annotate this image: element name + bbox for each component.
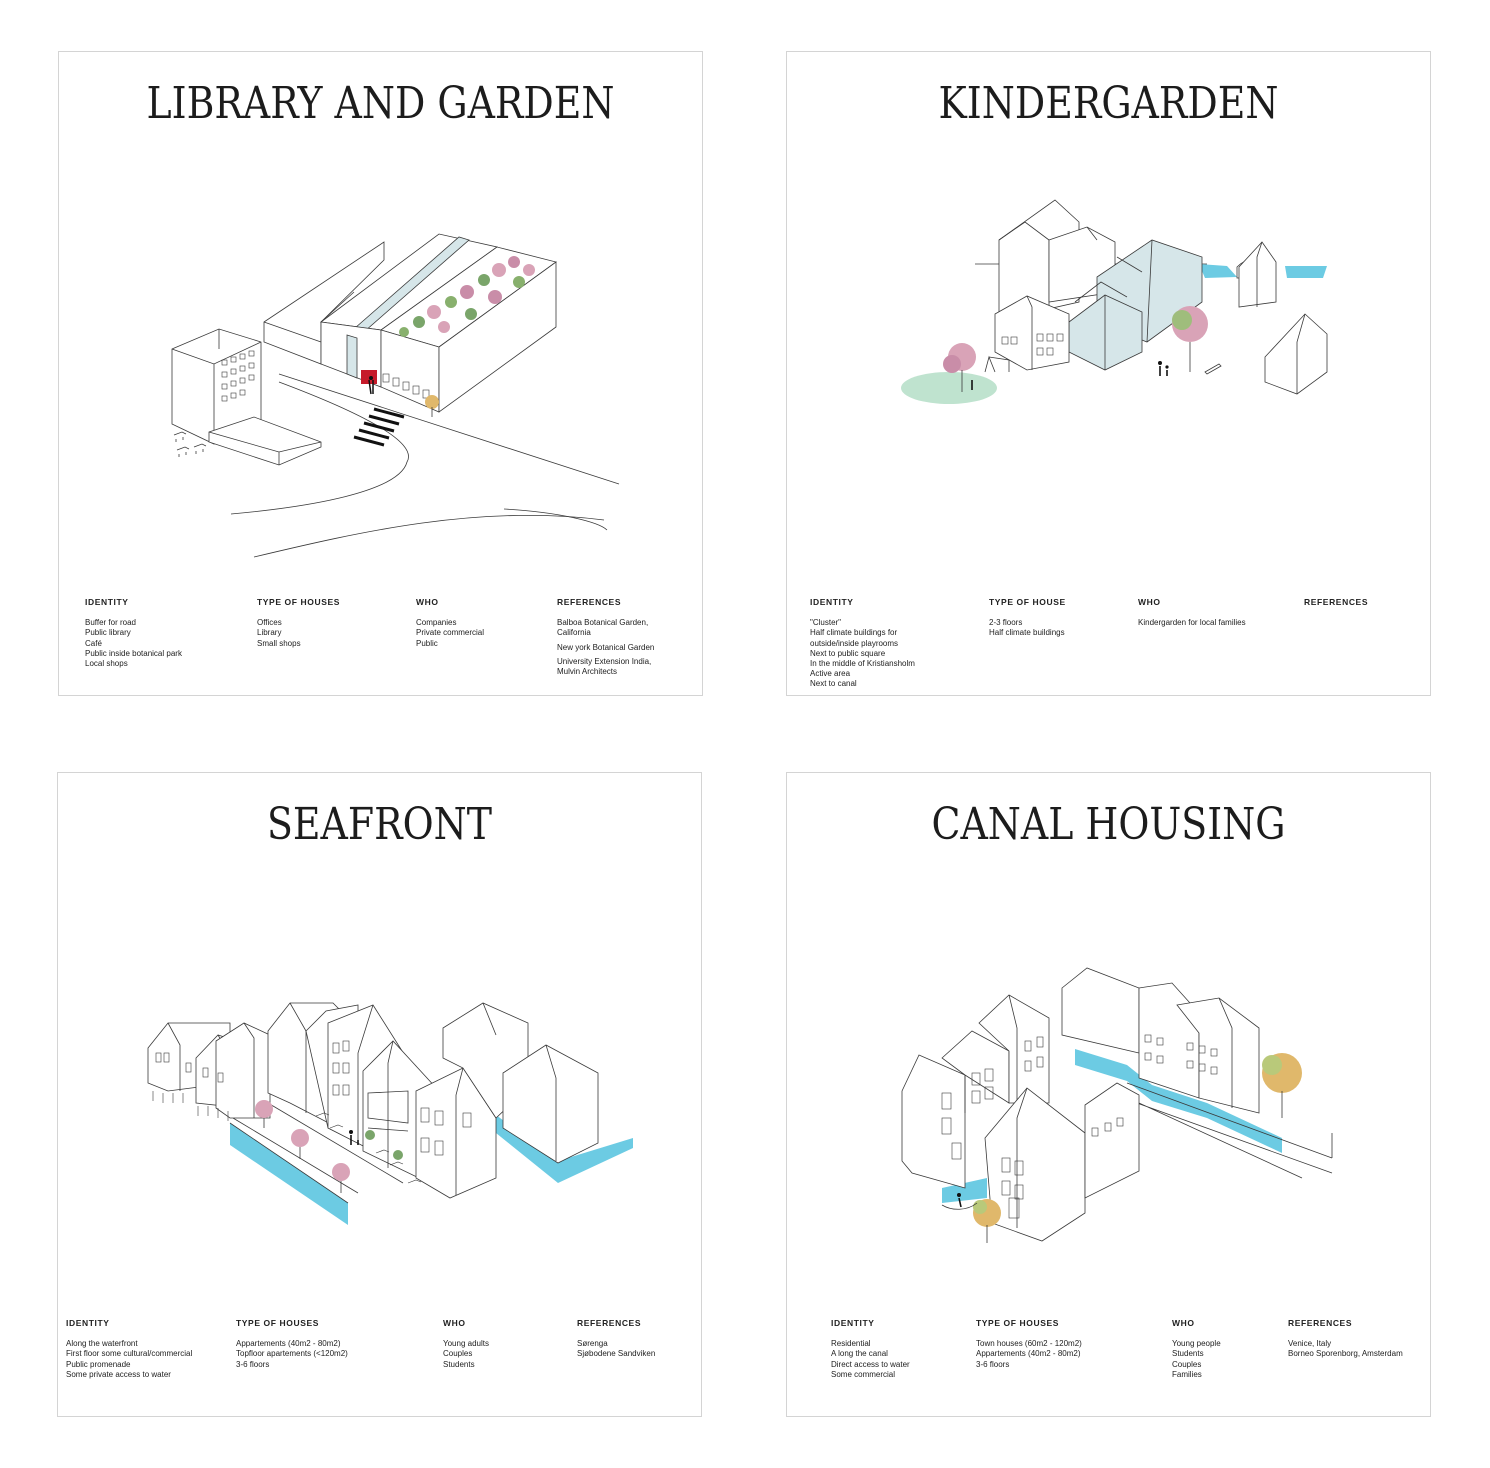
who-item: Families bbox=[1172, 1369, 1202, 1379]
identity-item: Direct access to water bbox=[831, 1359, 910, 1369]
who-column bbox=[1172, 1318, 1221, 1380]
references-heading: REFERENCES bbox=[557, 597, 622, 607]
reference-item: Sørenga bbox=[577, 1339, 608, 1349]
panel-kindergarden bbox=[786, 51, 1431, 696]
identity-item: Half climate buildings for bbox=[810, 628, 898, 638]
identity-item: Active area bbox=[810, 669, 851, 679]
identity-item: A long the canal bbox=[831, 1349, 888, 1359]
identity-item: outside/inside playrooms bbox=[810, 638, 899, 648]
houses-heading: TYPE OF HOUSES bbox=[257, 597, 341, 607]
who-item: Students bbox=[443, 1359, 475, 1369]
who-column bbox=[1138, 597, 1246, 628]
identity-item: In the middle of Kristiansholm bbox=[810, 659, 915, 669]
houses-item: 3-6 floors bbox=[236, 1359, 270, 1369]
panel-title: CANAL HOUSING bbox=[931, 799, 1286, 850]
references-column bbox=[557, 597, 654, 677]
houses-item: Half climate buildings bbox=[989, 628, 1065, 638]
houses-item: 3-6 floors bbox=[976, 1359, 1010, 1369]
reference-item: Borneo Sporenborg, Amsterdam bbox=[1288, 1349, 1403, 1359]
identity-item: Along the waterfront bbox=[66, 1339, 138, 1349]
who-heading: WHO bbox=[1138, 597, 1161, 607]
who-item: Couples bbox=[1172, 1359, 1202, 1369]
identity-heading: IDENTITY bbox=[831, 1318, 875, 1328]
who-heading: WHO bbox=[443, 1318, 466, 1328]
references-heading: REFERENCES bbox=[1288, 1318, 1353, 1328]
references-column bbox=[1288, 1318, 1403, 1360]
reference-item: Venice, Italy bbox=[1288, 1339, 1332, 1349]
who-item: Kindergarden for local families bbox=[1138, 618, 1246, 628]
identity-heading: IDENTITY bbox=[810, 597, 854, 607]
identity-item: First floor some cultural/commercial bbox=[66, 1349, 193, 1359]
identity-item: Buffer for road bbox=[85, 618, 136, 628]
panel-title: KINDERGARDEN bbox=[938, 78, 1279, 129]
houses-item: Offices bbox=[257, 618, 282, 628]
identity-column bbox=[85, 597, 182, 669]
panel-title: SEAFRONT bbox=[267, 799, 492, 850]
houses-item: Town houses (60m2 - 120m2) bbox=[976, 1339, 1082, 1349]
identity-item: Café bbox=[85, 638, 102, 648]
identity-column bbox=[810, 597, 915, 690]
reference-item: Sjøbodene Sandviken bbox=[577, 1349, 656, 1359]
identity-item: Residential bbox=[831, 1339, 871, 1349]
identity-item: Next to public square bbox=[810, 648, 886, 658]
identity-item: Some commercial bbox=[831, 1369, 896, 1379]
panel-library-and-garden bbox=[58, 51, 703, 696]
reference-item: California bbox=[557, 628, 591, 638]
reference-item: Balboa Botanical Garden, bbox=[557, 618, 649, 628]
identity-item: Public promenade bbox=[66, 1359, 131, 1369]
who-heading: WHO bbox=[416, 597, 439, 607]
identity-item: Public library bbox=[85, 628, 131, 638]
identity-heading: IDENTITY bbox=[85, 597, 129, 607]
panel-canal-housing bbox=[786, 772, 1431, 1417]
who-column bbox=[443, 1318, 489, 1370]
houses-item: 2-3 floors bbox=[989, 618, 1023, 628]
reference-item: New york Botanical Garden bbox=[557, 642, 655, 652]
reference-item: University Extension India, bbox=[557, 656, 652, 666]
who-item: Public bbox=[416, 638, 438, 648]
who-item: Young adults bbox=[443, 1339, 489, 1349]
houses-item: Library bbox=[257, 628, 282, 638]
who-column bbox=[416, 597, 484, 649]
identity-column bbox=[831, 1318, 910, 1380]
who-heading: WHO bbox=[1172, 1318, 1195, 1328]
references-column bbox=[577, 1318, 655, 1360]
houses-item: Topfloor apartements (<120m2) bbox=[236, 1349, 348, 1359]
identity-column bbox=[66, 1318, 192, 1380]
houses-item: Appartements (40m2 - 80m2) bbox=[976, 1349, 1081, 1359]
houses-column bbox=[257, 597, 340, 649]
who-item: Companies bbox=[416, 618, 457, 628]
identity-heading: IDENTITY bbox=[66, 1318, 110, 1328]
identity-item: Local shops bbox=[85, 659, 128, 669]
identity-item: Public inside botanical park bbox=[85, 648, 182, 658]
houses-heading: TYPE OF HOUSES bbox=[976, 1318, 1060, 1328]
panel-title: LIBRARY AND GARDEN bbox=[146, 78, 615, 129]
houses-column bbox=[236, 1318, 348, 1370]
identity-item: Next to canal bbox=[810, 679, 857, 689]
houses-item: Appartements (40m2 - 80m2) bbox=[236, 1339, 341, 1349]
who-item: Private commercial bbox=[416, 628, 485, 638]
houses-heading: TYPE OF HOUSE bbox=[989, 597, 1066, 607]
who-item: Couples bbox=[443, 1349, 473, 1359]
houses-item: Small shops bbox=[257, 638, 301, 648]
identity-item: Some private access to water bbox=[66, 1369, 171, 1379]
identity-item: "Cluster" bbox=[810, 618, 842, 628]
references-heading: REFERENCES bbox=[577, 1318, 642, 1328]
houses-heading: TYPE OF HOUSES bbox=[236, 1318, 320, 1328]
who-item: Students bbox=[1172, 1349, 1204, 1359]
reference-item: Mulvin Architects bbox=[557, 667, 618, 677]
houses-column bbox=[989, 597, 1066, 639]
who-item: Young people bbox=[1172, 1339, 1221, 1349]
references-heading: REFERENCES bbox=[1304, 597, 1369, 607]
references-column bbox=[1304, 597, 1368, 618]
panel-seafront bbox=[57, 772, 702, 1417]
houses-column bbox=[976, 1318, 1082, 1370]
